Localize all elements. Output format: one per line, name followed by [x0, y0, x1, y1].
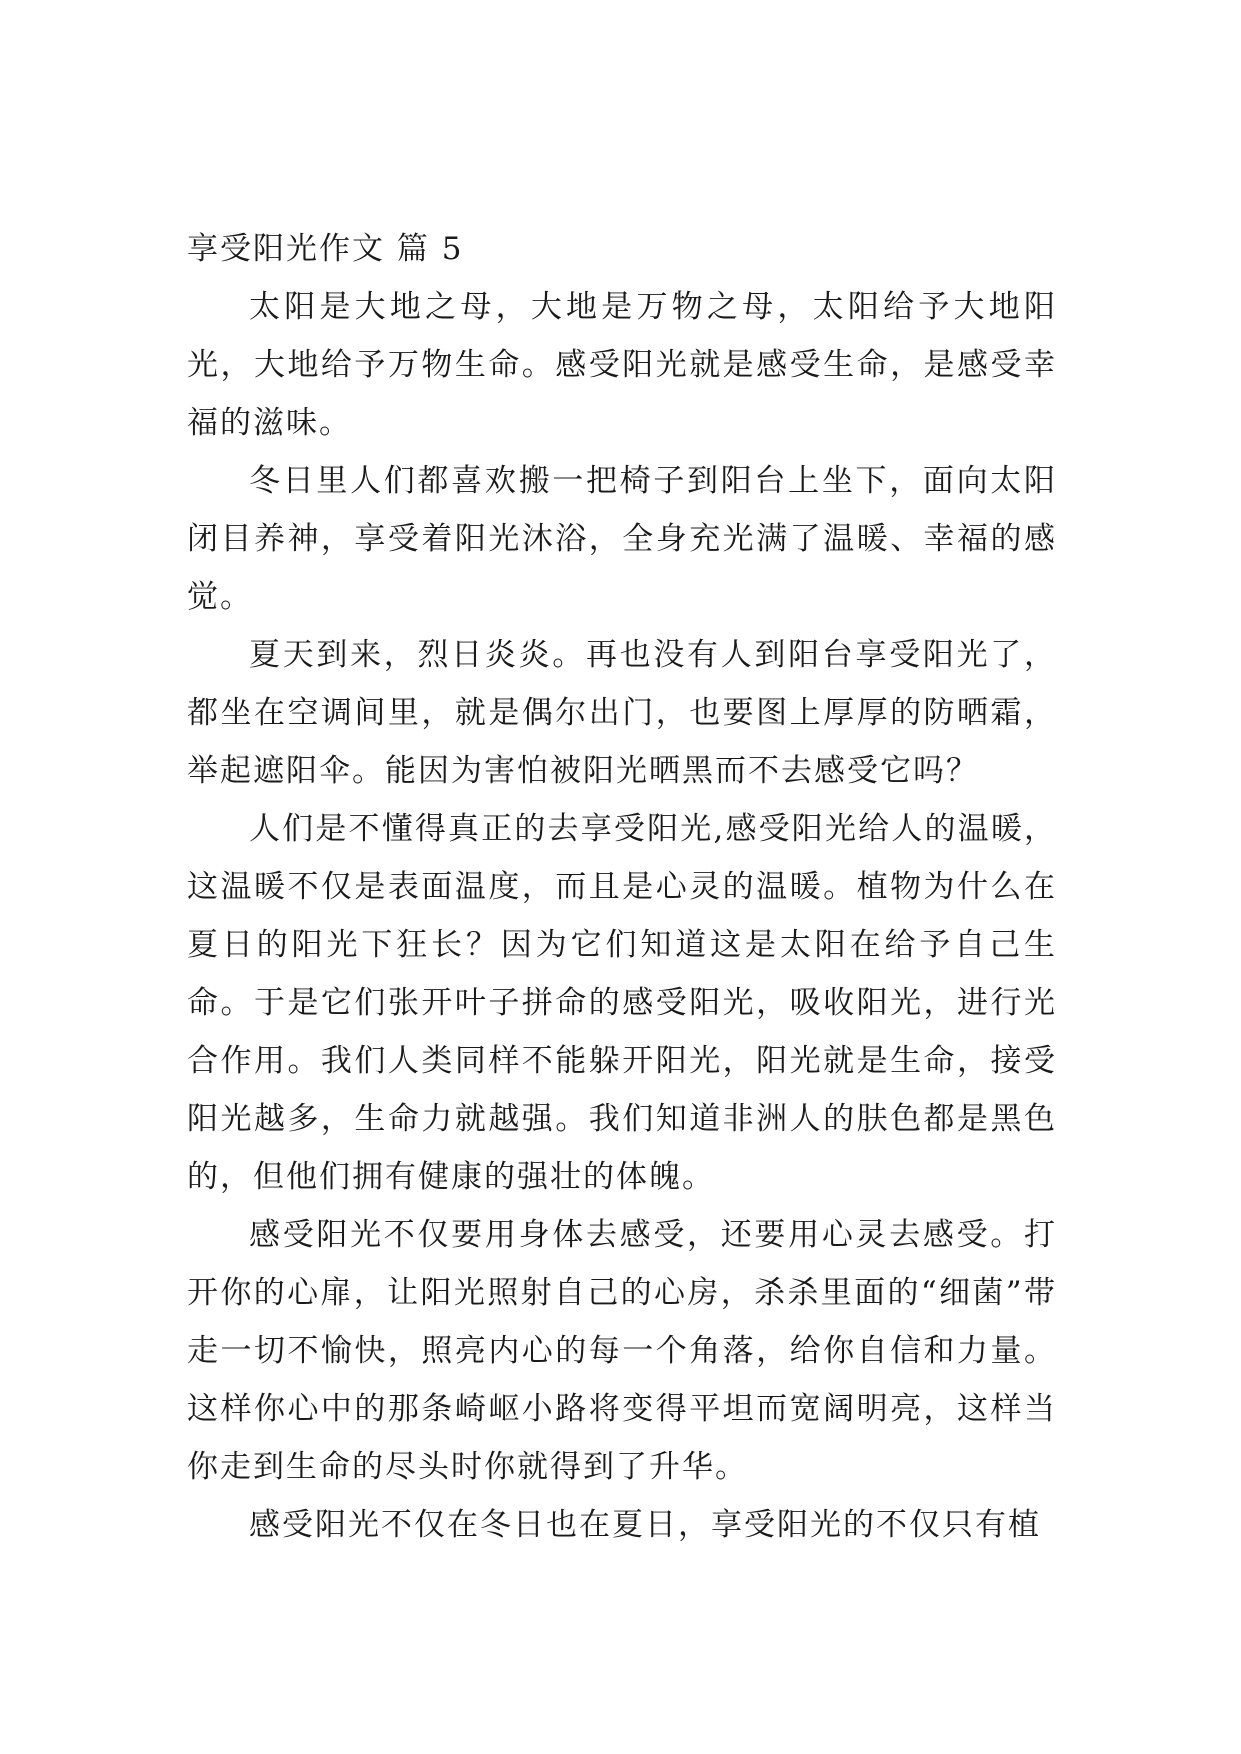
paragraph-3: 夏天到来，烈日炎炎。再也没有人到阳台享受阳光了，都坐在空调间里，就是偶尔出门，也要图上厚厚的防晒霜，举起遮阳伞。能因为害怕被阳光晒黑而不去感受它吗？ [187, 637, 1057, 789]
paragraph-4: 人们是不懂得真正的去享受阳光,感受阳光给人的温暖，这温暖不仅是表面温度，而且是心灵的温暖。植物为什么在夏日的阳光下狂长？因为它们知道这是太阳在给予自己生命。于是它们张开叶子拼命的感受阳光，吸收阳光，进行光合作用。我们人类同样不能躲开阳光，阳光就是生命，接受阳光越多，生命力就越强。我们知道非洲人的肤色都是黑色的，但他们拥有健康的强壮的体魄。 [187, 811, 1057, 1195]
essay-title: 享受阳光作文 篇 5 [187, 231, 464, 267]
paragraph-5: 感受阳光不仅要用身体去感受，还要用心灵去感受。打开你的心扉，让阳光照射自己的心房，杀杀里面的“细菌”带走一切不愉快，照亮内心的每一个角落，给你自信和力量。这样你心中的那条崎岖小路将变得平坦而宽阔明亮，这样当你走到生命的尽头时你就得到了升华。 [187, 1217, 1057, 1485]
paragraph-6: 感受阳光不仅在冬日也在夏日，享受阳光的不仅只有植 [249, 1507, 1041, 1543]
paragraph-1: 太阳是大地之母，大地是万物之母，太阳给予大地阳光，大地给予万物生命。感受阳光就是感受生命，是感受幸福的滋味。 [187, 289, 1057, 441]
document-body [187, 220, 1057, 1554]
paragraph-2: 冬日里人们都喜欢搬一把椅子到阳台上坐下，面向太阳闭目养神，享受着阳光沐浴，全身充光满了温暖、幸福的感觉。 [187, 463, 1057, 615]
